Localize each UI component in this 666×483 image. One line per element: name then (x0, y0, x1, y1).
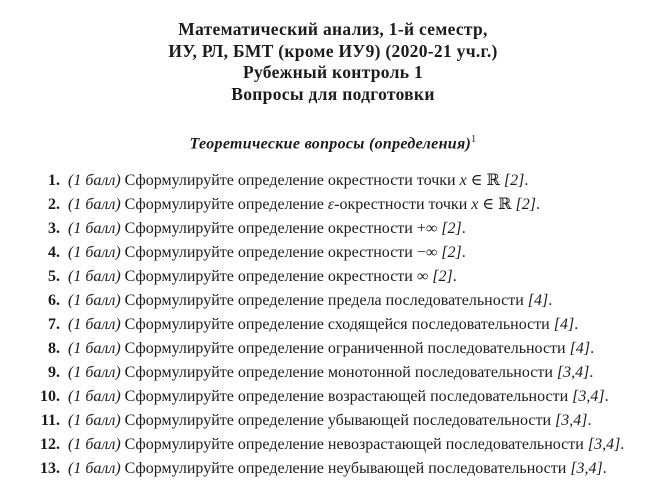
question-number: 9. (48, 364, 60, 382)
title-line-1: Математический анализ, 1-й семестр, (178, 19, 488, 39)
question-points: (1 балл) (68, 364, 121, 382)
question-text-segment: [2] (432, 268, 453, 286)
question-number: 13. (40, 460, 60, 478)
question-points: (1 балл) (68, 244, 121, 262)
question-number: 8. (48, 340, 60, 358)
question-text-segment: Сформулируйте определение возрастающей последовательности (124, 388, 573, 406)
section-heading (0, 134, 666, 153)
question-number: 2. (48, 196, 60, 214)
question-item (0, 217, 666, 241)
question-text-segment: [3,4] (570, 460, 603, 478)
title-line-3: Рубежный контроль 1 (242, 62, 424, 82)
question-points: (1 балл) (68, 268, 121, 286)
question-item (0, 409, 666, 433)
question-text-segment: . (535, 196, 540, 214)
question-item (0, 169, 666, 193)
question-points: (1 балл) (68, 412, 121, 430)
question-points: (1 балл) (68, 340, 121, 358)
question-text-segment: Сформулируйте определение монотонной последовательности (124, 364, 557, 382)
question-text-segment: . (461, 220, 466, 238)
question-text-segment: Сформулируйте определение (124, 196, 328, 214)
question-text-segment: . (589, 364, 594, 382)
question-text-segment: Сформулируйте определение сходящейся последовательности (124, 316, 554, 334)
question-text-segment: x (471, 196, 479, 214)
question-text-segment: [2] (441, 244, 462, 262)
question-text-segment: -окрестности точки (334, 196, 472, 214)
question-item (0, 289, 666, 313)
question-number: 10. (40, 388, 60, 406)
question-text-segment: . (574, 316, 579, 334)
question-number: 11. (40, 412, 60, 430)
question-text-segment: Сформулируйте определение окрестности −∞ (124, 244, 442, 262)
question-points: (1 балл) (68, 316, 121, 334)
question-number: 7. (48, 316, 60, 334)
question-text-segment: [2] (503, 172, 525, 190)
question-text-segment: [4] (569, 340, 591, 358)
question-item (0, 193, 666, 217)
question-text-segment: . (602, 460, 607, 478)
question-item (0, 337, 666, 361)
question-text-segment: Сформулируйте определение убывающей последовательности (124, 412, 556, 430)
question-text-segment: [3,4] (572, 388, 605, 406)
question-text-segment: [3,4] (556, 364, 590, 382)
question-text-segment: [4] (527, 292, 549, 310)
question-item (0, 457, 666, 481)
question-text-segment: . (620, 436, 625, 454)
question-points: (1 балл) (68, 196, 121, 214)
question-number: 3. (48, 220, 60, 238)
question-item (0, 385, 666, 409)
question-number: 6. (48, 292, 60, 310)
question-text-segment: . (590, 340, 595, 358)
question-points: (1 балл) (68, 292, 121, 310)
question-text-segment: [2] (515, 196, 536, 214)
question-text-segment: ∈ ℝ (466, 172, 504, 190)
question-points: (1 балл) (68, 460, 121, 478)
question-list (0, 169, 666, 481)
question-points: (1 балл) (68, 388, 121, 406)
question-text-segment: Сформулируйте определение невозрастающей последовательности (124, 436, 588, 454)
question-points: (1 балл) (68, 436, 121, 454)
question-text-segment: . (587, 412, 592, 430)
question-item (0, 433, 666, 457)
footnote-mark: 1 (471, 134, 477, 145)
question-text-segment: [3,4] (587, 436, 621, 454)
question-text-segment: [4] (553, 316, 575, 334)
question-item (0, 265, 666, 289)
question-points: (1 балл) (68, 220, 121, 238)
document-title (0, 19, 666, 105)
question-text-segment: Сформулируйте определение предела последовательности (124, 292, 528, 310)
question-item (0, 313, 666, 337)
question-text-segment: [2] (441, 220, 462, 238)
question-text-segment: . (548, 292, 553, 310)
title-line-2: ИУ, РЛ, БМТ (кроме ИУ9) (2020-21 уч.г.) (168, 40, 498, 61)
question-points: (1 балл) (68, 172, 121, 190)
question-text-segment: [3,4] (555, 412, 588, 430)
question-text-segment: ε (327, 196, 335, 214)
title-line-4: Вопросы для подготовки (231, 83, 435, 104)
question-number: 1. (48, 172, 60, 190)
question-text-segment: . (461, 244, 466, 262)
question-text-segment: Сформулируйте определение окрестности точки (124, 172, 460, 190)
question-number: 12. (40, 436, 60, 454)
question-item (0, 361, 666, 385)
question-text-segment: Сформулируйте определение ограниченной последовательности (124, 340, 570, 358)
question-item (0, 241, 666, 265)
question-text-segment: . (452, 268, 457, 286)
question-text-segment: ∈ ℝ (478, 196, 516, 214)
question-text-segment: x (459, 172, 467, 190)
question-text-segment: Сформулируйте определение неубывающей последовательности (124, 460, 571, 478)
question-number: 5. (48, 268, 60, 286)
question-text-segment: . (524, 172, 529, 190)
question-text-segment: Сформулируйте определение окрестности +∞ (124, 220, 442, 238)
question-text-segment: . (604, 388, 609, 406)
question-text-segment: Сформулируйте определение окрестности ∞ (124, 268, 433, 286)
section-heading-text: Теоретические вопросы (определения) (189, 135, 472, 153)
question-number: 4. (48, 244, 60, 262)
